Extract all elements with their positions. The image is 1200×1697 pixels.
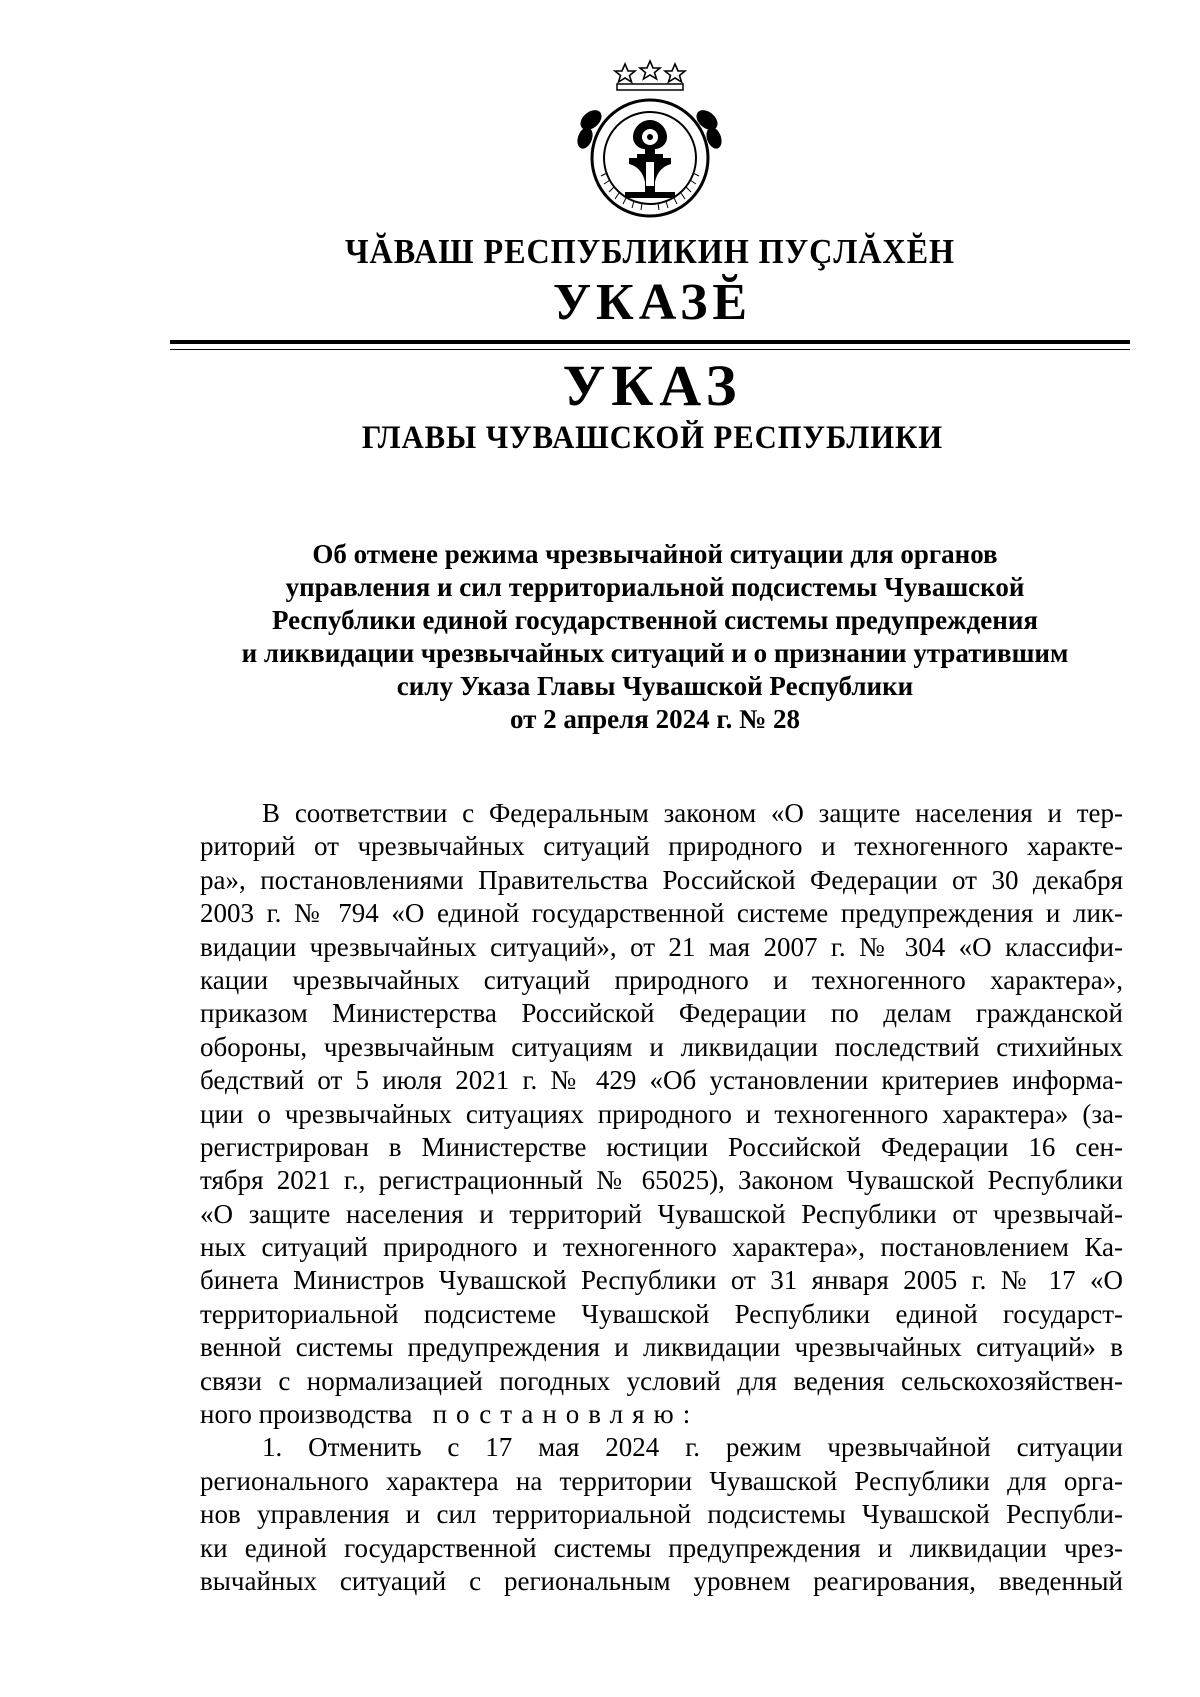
body-line: кации чрезвычайных ситуаций природного и техногенного характера», [200,964,1123,995]
coat-of-arms-emblem [571,58,729,224]
body-line: бинета Министров Чувашской Республики от 31 января 2005 г. № 17 «О [200,1265,1123,1296]
chuvash-header-title: ЧĂВАШ РЕСПУБЛИКИН ПУÇЛĂХĔН [345,232,955,271]
body-line: видации чрезвычайных ситуаций», от 21 мая 2007 г. № 304 «О классифи- [200,931,1123,962]
title-line: и ликвидации чрезвычайных ситуаций и о признании утратившим [241,638,1069,668]
body-line: «О защите населения и территорий Чувашской Республики от чрезвычай- [200,1198,1123,1229]
body-line-prefix: ного производства [200,1399,413,1430]
body-line: обороны, чрезвычайным ситуациям и ликвидации последствий стихийных [200,1031,1123,1062]
decree-title [190,538,1120,736]
title-line: Республики единой государственной системы предупреждения [271,605,1038,635]
body-line: венной системы предупреждения и ликвидации чрезвычайных ситуаций» в [200,1332,1123,1363]
item-line: регионального характера на территории Чувашской Республики для орга- [200,1465,1123,1496]
russian-header-title: ГЛАВЫ ЧУВАШСКОЙ РЕСПУБЛИКИ [361,420,944,456]
item-line: ки единой государственной системы предупреждения и ликвидации чрез- [200,1532,1123,1563]
body-line: тября 2021 г., регистрационный № 65025), Законом Чувашской Республики [200,1165,1123,1196]
item-line: 1. Отменить с 17 мая 2024 г. режим чрезвычайной ситуации [262,1432,1123,1463]
body-line: В соответствии с Федеральным законом «О защите населения и тер- [262,798,1123,828]
item-line: вычайных ситуаций с региональным уровнем реагирования, введенный [200,1565,1123,1596]
body-line: связи с нормализацией погодных условий для ведения сельскохозяйствен- [200,1365,1123,1396]
body-line: территориальной подсистеме Чувашской Республики единой государст- [200,1298,1123,1329]
item-line: нов управления и сил территориальной подсистемы Чувашской Республи- [200,1499,1123,1530]
body-line: приказом Министерства Российской Федерации по делам гражданской [200,998,1123,1029]
decree-body [200,797,1123,1598]
body-line: регистрирован в Министерстве юстиции Российской Федерации 16 сен- [200,1131,1123,1162]
russian-header-ukaz: УКАЗ [562,353,743,418]
chuvash-coat-of-arms-icon [571,58,729,224]
header-divider-thick [170,340,1130,344]
title-line: управления и сил территориальной подсистемы Чувашской [285,572,1025,602]
title-line: от 2 апреля 2024 г. № 28 [510,704,800,734]
body-line: риторий от чрезвычайных ситуаций природного и техногенного характе- [200,831,1123,862]
chuvash-header-ukaze: УКАЗĔ [552,274,753,331]
body-line: ра», постановлениями Правительства Российской Федерации от 30 декабря [200,864,1123,895]
body-line: бедствий от 5 июля 2021 г. № 429 «Об установлении критериев информа- [200,1065,1123,1096]
body-line: ции о чрезвычайных ситуациях природного и техногенного характера» (за- [200,1098,1123,1129]
decree-word: постановляю: [432,1399,700,1430]
body-line-decree [200,1398,1123,1431]
body-line: 2003 г. № 794 «О единой государственной системе предупреждения и лик- [200,898,1123,929]
body-line: ных ситуаций природного и техногенного характера», постановлением Ка- [200,1232,1123,1263]
header-divider-thin [170,349,1130,350]
title-line: силу Указа Главы Чувашской Республики [396,671,914,701]
title-line: Об отмене режима чрезвычайной ситуации для органов [312,539,998,569]
